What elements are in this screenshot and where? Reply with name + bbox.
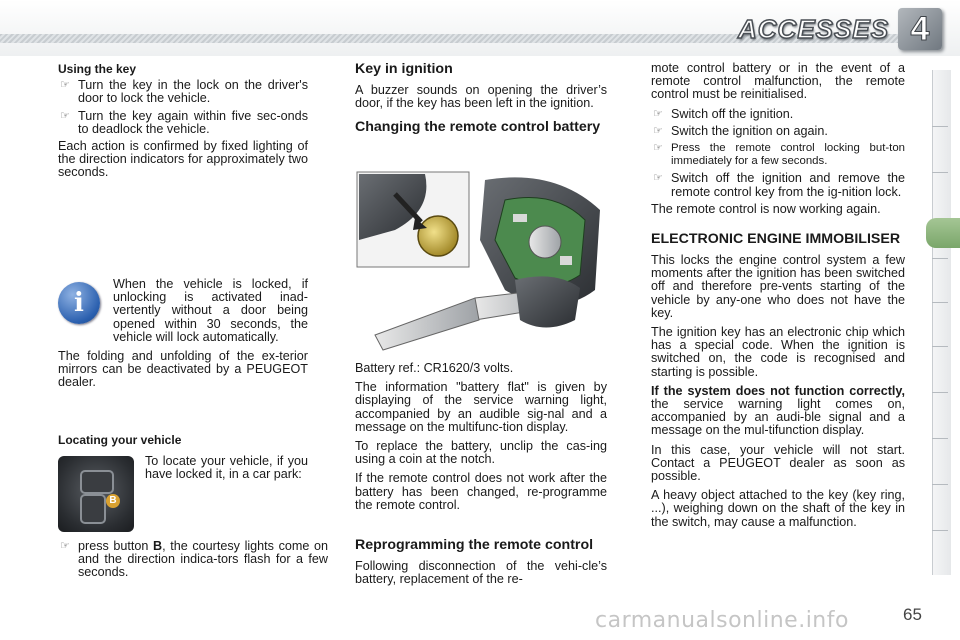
- chapter-tab-divider: [932, 258, 948, 259]
- list-item: [651, 125, 905, 138]
- list-item-text: [78, 539, 328, 579]
- chapter-number: 4: [910, 10, 930, 48]
- column-right: [651, 62, 905, 535]
- pointing-hand-icon: ☞: [60, 79, 70, 92]
- paragraph: A heavy object attached to the key (key ring, ...), weighing down on the shaft of the key in the switch, may cause a malfunction.: [651, 488, 905, 529]
- paragraph: To locate your vehicle, if you have locked it, in a car park:: [145, 454, 308, 482]
- info-icon: i: [58, 282, 100, 324]
- list-item-text: Switch off the ignition.: [671, 106, 794, 121]
- fob-unlock-button: [80, 494, 106, 524]
- list-item: [58, 540, 328, 580]
- fob-lock-button: [80, 470, 114, 494]
- chapter-tab-divider: [932, 302, 948, 303]
- paragraph: In this case, your vehicle will not start. Contact a PEUGEOT dealer as soon as possible.: [651, 442, 905, 484]
- locating-heading: Locating your vehicle: [58, 433, 182, 447]
- paragraph: [651, 385, 905, 438]
- chapter-tab-active[interactable]: [926, 218, 960, 248]
- list-item: [58, 79, 308, 105]
- info-text: When the vehicle is locked, if unlocking is activated inad-vertently without a door being opened within 30 seconds, the vehicle will lock automatically.: [113, 277, 308, 344]
- reprogramming-heading: Reprogramming the remote control: [355, 537, 594, 554]
- pointing-hand-icon: ☞: [653, 142, 663, 155]
- chapter-badge: [898, 8, 942, 50]
- fob-button-b-icon: B: [106, 494, 120, 508]
- button-label: B: [153, 539, 163, 553]
- pointing-hand-icon: ☞: [653, 107, 663, 120]
- paragraph: Following disconnection of the vehi-cle’s battery, replacement of the re-: [355, 559, 607, 587]
- text: the service warning light comes on, accompanied by an audi-ble signal and a message on the mul-tifunction display.: [651, 397, 905, 438]
- chapter-tab-divider: [932, 126, 948, 127]
- paragraph: To replace the battery, unclip the cas-ing using a coin at the notch.: [355, 439, 607, 467]
- list-item-text: Switch off the ignition and remove the remote control key from the ig-nition lock.: [671, 171, 905, 199]
- chapter-tab-divider: [932, 438, 948, 439]
- pointing-hand-icon: ☞: [653, 172, 663, 185]
- paragraph: The ignition key has an electronic chip which has a special code. When the ignition is switched on, the code is recognised and starting is possible.: [651, 325, 905, 379]
- list-item: [651, 108, 905, 121]
- remote-key-illustration: [355, 170, 607, 355]
- paragraph: The folding and unfolding of the ex-terior mirrors can be deactivated by a PEUGEOT dealer.: [58, 349, 308, 390]
- watermark: carmanualsonline.info: [595, 608, 849, 633]
- list-item: [651, 142, 905, 168]
- list-item: [651, 172, 905, 198]
- key-in-ignition-heading: Key in ignition: [355, 61, 453, 77]
- info-paragraph: [58, 278, 308, 344]
- paragraph: Battery ref.: CR1620/3 volts.: [355, 361, 514, 375]
- column-middle: [355, 62, 607, 142]
- key-fob-illustration: [58, 456, 134, 532]
- paragraph: The remote control is now working again.: [651, 201, 881, 216]
- using-key-heading: Using the key: [58, 62, 137, 76]
- paragraph: The information "battery flat" is given by displaying of the service warning light, accompanied by an audible sig-nal and a message on the multifunc-tion display.: [355, 380, 607, 434]
- bold-text: If the system does not function correctly,: [651, 383, 905, 398]
- text: press button: [78, 539, 154, 553]
- paragraph: mote control battery or in the event of a remote control malfunction, the remote control must be reinitialised.: [651, 61, 905, 102]
- chapter-tab-rail: [932, 70, 951, 575]
- column-left: [58, 63, 308, 186]
- battery-cell-shape: [418, 216, 458, 256]
- list-item-text: Turn the key in the lock on the driver's door to lock the vehicle.: [78, 78, 308, 106]
- list-item-text: Press the remote control locking but-ton immediately for a few seconds.: [671, 142, 905, 168]
- chapter-tab-divider: [932, 484, 948, 485]
- page-number: 65: [903, 605, 922, 624]
- pointing-hand-icon: ☞: [60, 540, 70, 552]
- section-title: ACCESSES: [738, 14, 890, 44]
- chapter-tab-divider: [932, 346, 948, 347]
- text: , the courtesy lights come on and the direction indica-tors flash for a few seconds.: [78, 539, 328, 580]
- paragraph: A buzzer sounds on opening the driver’s door, if the key has been left in the ignition.: [355, 83, 607, 111]
- column-middle-lower: [355, 362, 607, 592]
- list-item: [58, 110, 308, 136]
- battery-heading: Changing the remote control battery: [355, 119, 601, 136]
- paragraph: If the remote control does not work after the battery has been changed, re-programme the remote control.: [355, 471, 607, 512]
- chapter-tab-divider: [932, 172, 948, 173]
- paragraph: Each action is confirmed by fixed lighting of the direction indicators for approximately two seconds.: [58, 139, 308, 180]
- chapter-tab-divider: [932, 530, 948, 531]
- pointing-hand-icon: ☞: [60, 109, 70, 122]
- paragraph: This locks the engine control system a few moments after the ignition has been switched off and therefore pre-vents starting of the vehicle by any-one who does not have the key.: [651, 253, 905, 320]
- list-item-text: Turn the key again within five sec-onds to deadlock the vehicle.: [78, 108, 308, 136]
- pointing-hand-icon: ☞: [653, 124, 663, 137]
- list-item-text: Switch the ignition on again.: [671, 123, 828, 138]
- chapter-tab-divider: [932, 392, 948, 393]
- info-note: [58, 278, 308, 396]
- immobiliser-heading: ELECTRONIC ENGINE IMMOBILISER: [651, 231, 901, 248]
